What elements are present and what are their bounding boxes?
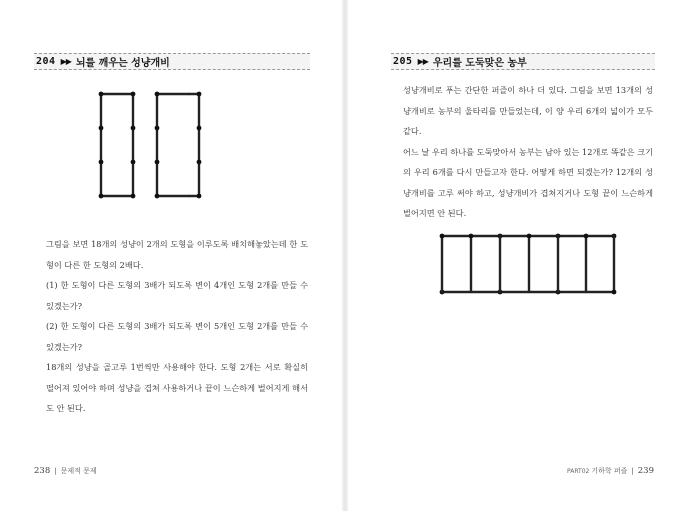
right-page bbox=[345, 0, 690, 511]
matchstick-figure bbox=[95, 88, 205, 208]
matchstick-fence-figure bbox=[438, 230, 618, 300]
page-number: 239 bbox=[637, 466, 654, 476]
page-footer bbox=[34, 466, 97, 476]
problem-number: 205 bbox=[393, 56, 413, 67]
problem-text bbox=[46, 234, 308, 419]
double-arrow-icon: ▶▶ bbox=[60, 57, 71, 66]
large-rectangle bbox=[155, 92, 202, 199]
paragraph: 성냥개비로 푸는 간단한 퍼즐이 하나 더 있다. 그림을 보면 13개의 성냥개비로 농부의 울타리를 만들었는데, 이 양 우리 6개의 넓이가 모두 같다. bbox=[403, 85, 653, 136]
footer-section: 기하학 퍼즐 bbox=[591, 467, 628, 475]
paragraph: (1) 한 도형이 다른 도형의 3배가 되도록 변이 4개인 도형 2개를 만들 수 있겠는가? bbox=[46, 280, 308, 311]
page-number: 238 bbox=[34, 466, 51, 476]
problem-text bbox=[403, 80, 653, 224]
footer-separator: | bbox=[54, 467, 57, 475]
fence-bottom-rail bbox=[440, 290, 614, 295]
problem-number: 204 bbox=[36, 56, 56, 67]
double-arrow-icon: ▶▶ bbox=[417, 57, 428, 66]
paragraph: 어느 날 우리 하나를 도둑맞아서 농부는 남아 있는 12개로 똑같은 크기의 우리 6개를 다시 만들고자 한다. 어떻게 하면 되겠는가? 12개의 성냥개비를 고루 써야 하고, 성냥개비가 겹쳐지거나 도형 끝이 느슨하게 벌어지면 안 된다. bbox=[403, 146, 653, 218]
problem-title: 뇌를 깨우는 성냥개비 bbox=[75, 58, 170, 69]
fence-posts bbox=[440, 234, 617, 295]
problem-title: 우리를 도둑맞은 농부 bbox=[432, 58, 527, 69]
paragraph: (2) 한 도형이 다른 도형의 3배가 되도록 변이 5개인 도형 2개를 만들 수 있겠는가? bbox=[46, 321, 308, 352]
footer-section: 문제적 문제 bbox=[60, 467, 97, 475]
footer-part: PART02 bbox=[566, 468, 590, 475]
footer-separator: | bbox=[631, 467, 634, 475]
page-footer bbox=[567, 466, 654, 476]
small-rectangle bbox=[99, 92, 136, 199]
section-header-205 bbox=[391, 53, 655, 70]
paragraph: 그림을 보면 18개의 성냥이 2개의 도형을 이루도록 배치해놓았는데 한 도형이 다른 한 도형의 2배다. bbox=[46, 239, 308, 270]
section-header-204 bbox=[34, 53, 310, 70]
paragraph: 18개의 성냥을 골고루 1번씩만 사용해야 한다. 도형 2개는 서로 확실히 떨어져 있어야 하며 성냥을 겹쳐 사용하거나 끝이 느슨하게 벌어지게 해서도 안 된다. bbox=[46, 362, 308, 413]
